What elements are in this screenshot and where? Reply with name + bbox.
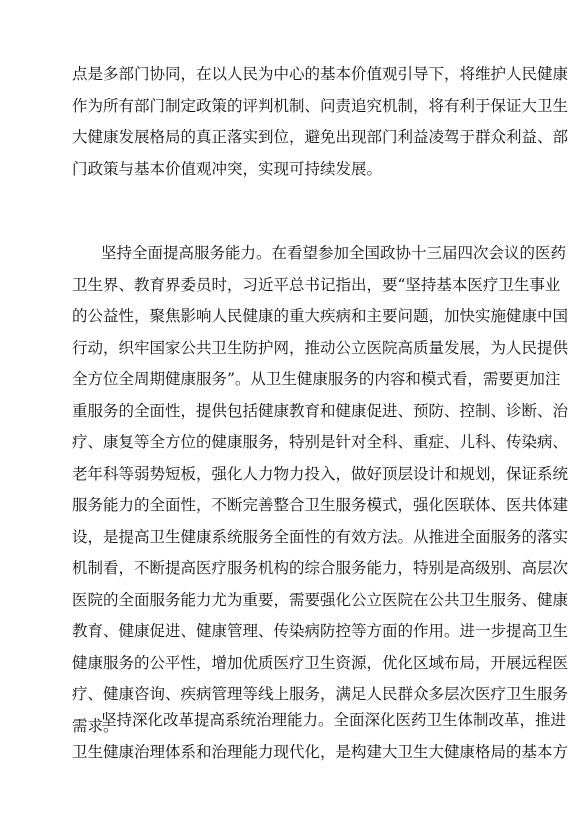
text-line: 需求。 [72,716,119,735]
text-line: 点是多部门协同，在以人民为中心的基本价值观引导下，将维护人民健康 [72,65,569,83]
text-line: 卫生界、教育界委员时，习近平总书记指出，要“坚持基本医疗卫生事业 [72,275,561,294]
paragraph-service-capacity [72,238,569,742]
text-line: 机制看，不断提高医疗服务机构的综合服务能力，特别是高级别、高层次 [72,559,569,577]
paragraph-continuation [72,59,569,185]
text-line: 门政策与基本价值观冲突，实现可持续发展。 [72,159,383,178]
text-line: 设，是提高卫生健康系统服务全面性的有效方法。从推进全面服务的落实 [72,527,569,546]
text-line: 卫生健康治理体系和治理能力现代化，是构建大卫生大健康格局的基本方 [72,742,569,761]
text-line: 全方位全周期健康服务”。从卫生健康服务的内容和模式看，需要更加注 [72,370,561,388]
text-line: 坚持全面提高服务能力。在看望参加全国政协十三届四次会议的医药 [101,244,567,262]
text-line: 大健康发展格局的真正落实到位，避免出现部门利益凌驾于群众利益、部 [72,128,569,146]
text-line: 坚持深化改革提高系统治理能力。全面深化医药卫生体制改革，推进 [101,711,567,729]
text-line: 老年科等弱势短板，强化人力物力投入，做好顶层设计和规划，保证系统 [72,464,569,483]
paragraph-governance-capacity [72,705,569,768]
text-line: 行动，织牢国家公共卫生防护网，推动公立医院高质量发展，为人民提供 [72,338,569,357]
text-line: 健康服务的公平性，增加优质医疗卫生资源，优化区域布局，开展远程医 [72,653,569,672]
text-line: 作为所有部门制定政策的评判机制、问责追究机制，将有利于保证大卫生 [72,96,569,115]
text-line: 疗、健康咨询、疾病管理等线上服务，满足人民群众多层次医疗卫生服务 [72,685,569,703]
text-line: 医院的全面服务能力尤为重要，需要强化公立医院在公共卫生服务、健康 [72,590,569,609]
text-line: 教育、健康促进、健康管理、传染病防控等方面的作用。进一步提高卫生 [72,622,569,640]
text-line: 重服务的全面性，提供包括健康教育和健康促进、预防、控制、诊断、治 [72,401,569,420]
text-line: 服务能力的全面性，不断完善整合卫生服务模式，强化医联体、医共体建 [72,496,569,514]
text-line: 的公益性，聚焦影响人民健康的重大疾病和主要问题，加快实施健康中国 [72,307,569,325]
text-line: 疗、康复等全方位的健康服务，特别是针对全科、重症、儿科、传染病、 [72,433,569,451]
